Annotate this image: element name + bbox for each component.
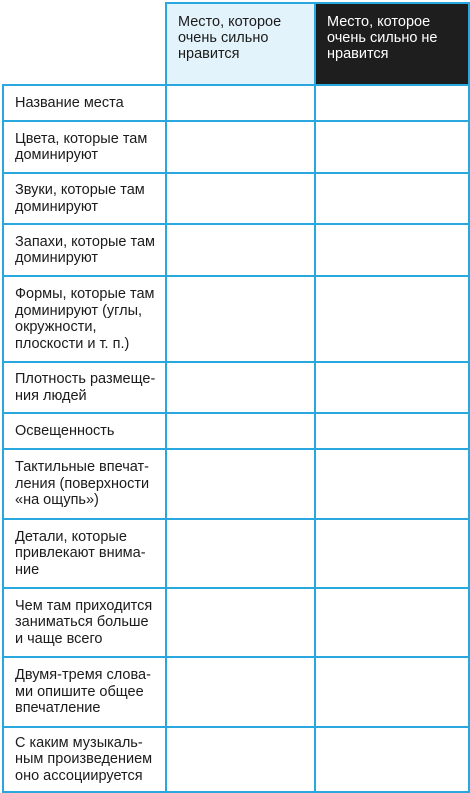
table-row bbox=[3, 588, 469, 657]
table-row bbox=[3, 657, 469, 727]
liked-place-cell bbox=[166, 449, 315, 519]
table-row bbox=[3, 85, 469, 121]
disliked-place-cell bbox=[315, 727, 469, 792]
liked-place-cell bbox=[166, 121, 315, 173]
row-label: Плотность размещения людей bbox=[3, 362, 166, 413]
liked-place-cell bbox=[166, 413, 315, 449]
disliked-place-cell bbox=[315, 224, 469, 276]
disliked-place-cell bbox=[315, 519, 469, 588]
liked-place-cell bbox=[166, 276, 315, 362]
row-label: С каким музыкальным произведением оно ассоциируется bbox=[3, 727, 166, 792]
row-label: Двумя-тремя словами опишите общее впечатление bbox=[3, 657, 166, 727]
disliked-place-cell bbox=[315, 413, 469, 449]
liked-place-cell bbox=[166, 588, 315, 657]
header-row bbox=[3, 3, 469, 85]
row-label: Чем там приходится заниматься больше и чаще всего bbox=[3, 588, 166, 657]
table-row bbox=[3, 727, 469, 792]
disliked-place-cell bbox=[315, 173, 469, 224]
table-row bbox=[3, 173, 469, 224]
row-label: Формы, которые там доминируют (углы, окружности, плоскости и т. п.) bbox=[3, 276, 166, 362]
row-label: Запахи, которые там доминируют bbox=[3, 224, 166, 276]
liked-place-cell bbox=[166, 173, 315, 224]
disliked-place-cell bbox=[315, 362, 469, 413]
table-row bbox=[3, 276, 469, 362]
place-comparison-table bbox=[2, 2, 470, 793]
table-row bbox=[3, 519, 469, 588]
disliked-place-cell bbox=[315, 588, 469, 657]
liked-place-cell bbox=[166, 519, 315, 588]
table-row bbox=[3, 362, 469, 413]
table-row bbox=[3, 413, 469, 449]
liked-place-cell bbox=[166, 224, 315, 276]
row-label: Цвета, которые там доминируют bbox=[3, 121, 166, 173]
liked-place-cell bbox=[166, 657, 315, 727]
liked-place-cell bbox=[166, 727, 315, 792]
table-row bbox=[3, 449, 469, 519]
row-label: Освещенность bbox=[3, 413, 166, 449]
row-label: Детали, которые привлекают внимание bbox=[3, 519, 166, 588]
header-disliked-place: Место, которое очень сильно не нравится bbox=[315, 3, 469, 85]
disliked-place-cell bbox=[315, 449, 469, 519]
header-liked-place: Место, которое очень сильно нравится bbox=[166, 3, 315, 85]
disliked-place-cell bbox=[315, 276, 469, 362]
liked-place-cell bbox=[166, 85, 315, 121]
row-label: Название места bbox=[3, 85, 166, 121]
table-row bbox=[3, 224, 469, 276]
header-corner-empty bbox=[3, 3, 166, 85]
disliked-place-cell bbox=[315, 85, 469, 121]
liked-place-cell bbox=[166, 362, 315, 413]
table-row bbox=[3, 121, 469, 173]
disliked-place-cell bbox=[315, 657, 469, 727]
disliked-place-cell bbox=[315, 121, 469, 173]
row-label: Тактильные впечатления (поверхности «на ощупь») bbox=[3, 449, 166, 519]
row-label: Звуки, которые там доминируют bbox=[3, 173, 166, 224]
